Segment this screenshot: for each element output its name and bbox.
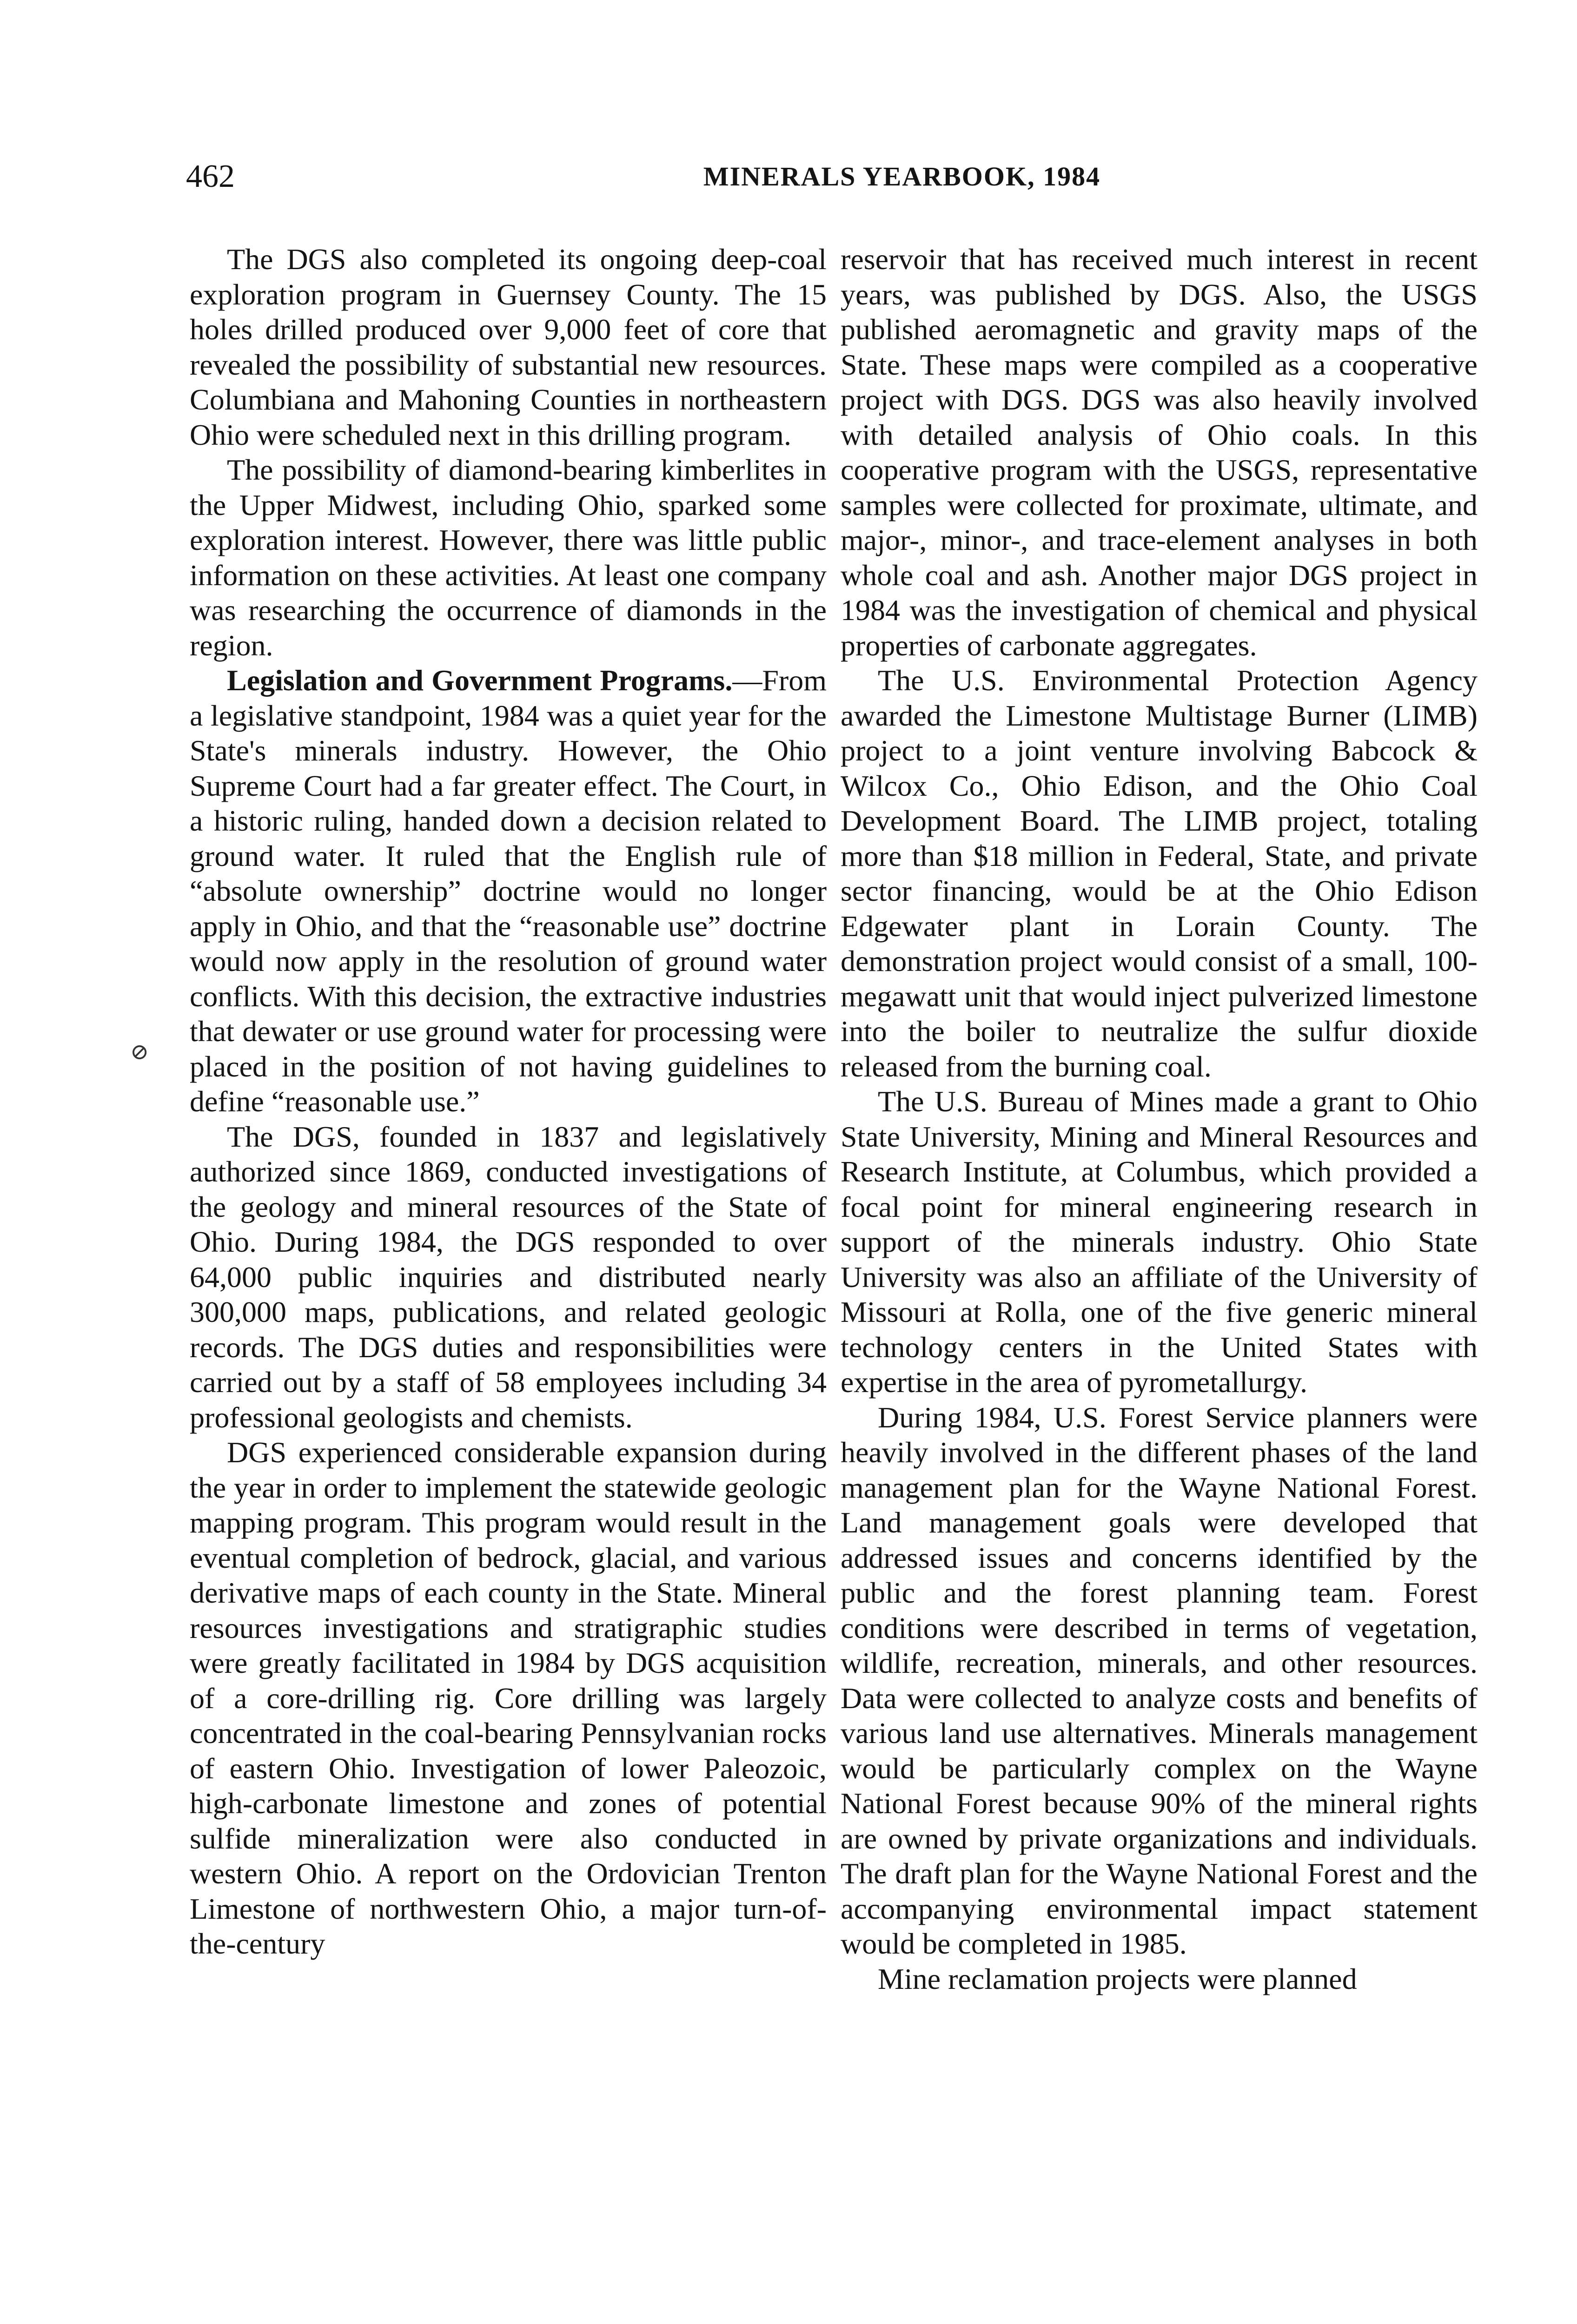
page-header bbox=[186, 153, 1525, 209]
margin-mark: ⊘ bbox=[130, 1040, 149, 1064]
paragraph: The U.S. Bureau of Mines made a grant to Ohio State University, Mining and Mineral Resources and Research Institute, at Columbus, which provided a focal point for mineral engineering research in support of the minerals industry. Ohio State University was also an affiliate of the University of Missouri at Rolla, one of the five generic mineral technology centers in the United States with expertise in the area of pyrometallurgy. bbox=[841, 1085, 1478, 1399]
paragraph-body: —From a legislative standpoint, 1984 was a quiet year for the State's minerals industry. However, the Ohio Supreme Court had a far greater effect. The Court, in a historic ruling, handed down a decision related to ground water. It ruled that the English rule of “absolute ownership” doctrine would no longer apply in Ohio, and that the “reasonable use” doctrine would now apply in the resolution of ground water conflicts. With this decision, the extractive industries that dewater or use ground water for processing were placed in the position of not having guidelines to define “reasonable use.” bbox=[190, 664, 827, 1118]
paragraph: reservoir that has received much interest in recent years, was published by DGS. Also, the USGS published aeromagnetic and gravity maps of the State. These maps were compiled as a cooperative project with DGS. DGS was also heavily involved with detailed analysis of Ohio coals. In this cooperative program with the USGS, representative samples were collected for proximate, ultimate, and major-, minor-, and trace-element analyses in both whole coal and ash. Another major DGS project in 1984 was the investigation of chemical and physical properties of carbonate aggregates. bbox=[841, 243, 1478, 662]
paragraph: DGS experienced considerable expansion during the year in order to implement the statewide geologic mapping program. This program would result in the eventual completion of bedrock, glacial, and various derivative maps of each county in the State. Mineral resources investigations and stratigraphic studies were greatly facilitated in 1984 by DGS acquisition of a core-drilling rig. Core drilling was largely concentrated in the coal-bearing Pennsylvanian rocks of eastern Ohio. Investigation of lower Paleozoic, high-carbonate limestone and zones of potential sulfide mineralization were also conducted in western Ohio. A report on the Ordovician Trenton Limestone of northwestern Ohio, a major turn-of-the-century bbox=[190, 1436, 827, 1960]
paragraph: During 1984, U.S. Forest Service planners were heavily involved in the different phases of the land management plan for the Wayne National Forest. Land management goals were developed that addressed issues and concerns identified by the public and the forest planning team. Forest conditions were described in terms of vegetation, wildlife, recreation, minerals, and other resources. Data were collected to analyze costs and benefits of various land use alternatives. Minerals management would be particularly complex on the Wayne National Forest because 90% of the mineral rights are owned by private organizations and individuals. The draft plan for the Wayne National Forest and the accompanying environmental impact statement would be completed in 1985. bbox=[841, 1400, 1478, 1960]
section-heading: Legislation and Government Programs. bbox=[227, 664, 733, 697]
paragraph: The possibility of diamond-bearing kimberlites in the Upper Midwest, including Ohio, sparked some exploration interest. However, there was little public information on these activities. At least one company was researching the occurrence of diamonds in the region. bbox=[190, 453, 827, 662]
paragraph: The U.S. Environmental Protection Agency awarded the Limestone Multistage Burner (LIMB) project to a joint venture involving Babcock & Wilcox Co., Ohio Edison, and the Ohio Coal Development Board. The LIMB project, totaling more than $18 million in Federal, State, and private sector financing, would be at the Ohio Edison Edgewater plant in Lorain County. The demonstration project would consist of a small, 100-megawatt unit that would inject pulverized limestone into the boiler to neutralize the sulfur dioxide released from the burning coal. bbox=[841, 664, 1478, 1083]
page-number: 462 bbox=[186, 158, 235, 194]
paragraph bbox=[190, 663, 827, 1119]
right-column bbox=[841, 242, 1478, 1996]
left-column bbox=[190, 242, 827, 1961]
paragraph: The DGS, founded in 1837 and legislatively authorized since 1869, conducted investigations of the geology and mineral resources of the State of Ohio. During 1984, the DGS responded to over 64,000 public inquiries and distributed nearly 300,000 maps, publications, and related geologic records. The DGS duties and responsibilities were carried out by a staff of 58 employees including 34 professional geologists and chemists. bbox=[190, 1120, 827, 1434]
paragraph: The DGS also completed its ongoing deep-coal exploration program in Guernsey County. The 15 holes drilled produced over 9,000 feet of core that revealed the possibility of substantial new resources. Columbiana and Mahoning Counties in northeastern Ohio were scheduled next in this drilling program. bbox=[190, 243, 827, 451]
paragraph: Mine reclamation projects were planned bbox=[878, 1962, 1357, 1995]
running-title: MINERALS YEARBOOK, 1984 bbox=[703, 161, 1101, 191]
